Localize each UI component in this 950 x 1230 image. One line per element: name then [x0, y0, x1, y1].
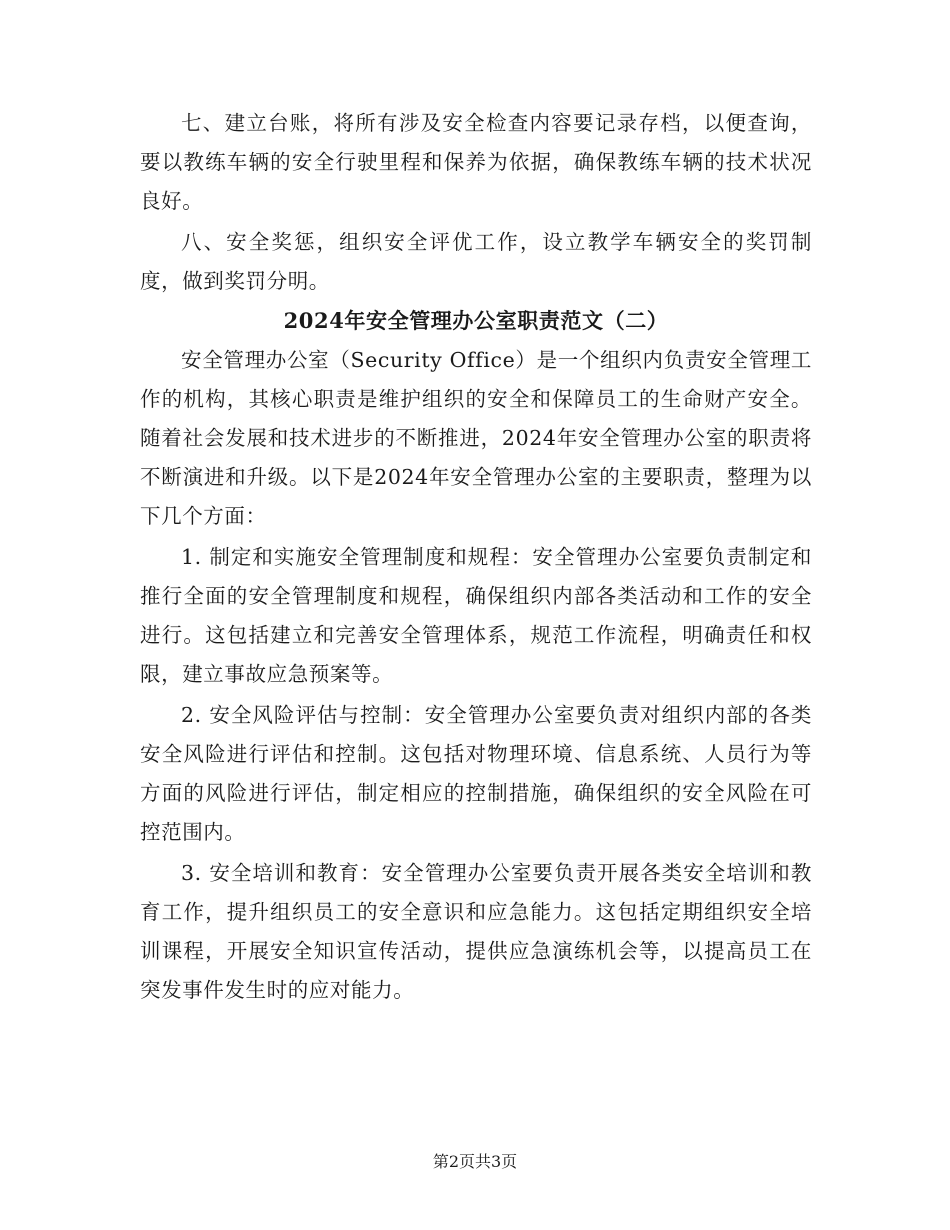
- paragraph-point-3: 3. 安全培训和教育：安全管理办公室要负责开展各类安全培训和教育工作，提升组织员工的安全意识和应急能力。这包括定期组织安全培训课程，开展安全知识宣传活动，提供应急演练机会等，以提高员工在突发事件发生时的应对能力。: [140, 861, 812, 1002]
- paragraph-item-8: 八、安全奖惩，组织安全评优工作，设立教学车辆安全的奖罚制度，做到奖罚分明。: [140, 230, 812, 293]
- section-title: 2024年安全管理办公室职责范文（二）: [283, 308, 669, 333]
- page-number: 第2页共3页: [432, 1152, 518, 1171]
- paragraph-point-1: 1. 制定和实施安全管理制度和规程：安全管理办公室要负责制定和推行全面的安全管理制度和规程，确保组织内部各类活动和工作的安全进行。这包括建立和完善安全管理体系，规范工作流程，明确责任和权限，建立事故应急预案等。: [140, 545, 812, 686]
- paragraph-intro: 安全管理办公室（Security Office）是一个组织内负责安全管理工作的机构，其核心职责是维护组织的安全和保障员工的生命财产安全。随着社会发展和技术进步的不断推进，2024年安全管理办公室的职责将不断演进和升级。以下是2024年安全管理办公室的主要职责，整理为以下几个方面：: [140, 348, 812, 528]
- document-body: [140, 104, 812, 1010]
- paragraph-item-7: 七、建立台账，将所有涉及安全检查内容要记录存档，以便查询，要以教练车辆的安全行驶里程和保养为依据，确保教练车辆的技术状况良好。: [140, 111, 812, 213]
- paragraph-point-2: 2. 安全风险评估与控制：安全管理办公室要负责对组织内部的各类安全风险进行评估和控制。这包括对物理环境、信息系统、人员行为等方面的风险进行评估，制定相应的控制措施，确保组织的安全风险在可控范围内。: [140, 703, 812, 844]
